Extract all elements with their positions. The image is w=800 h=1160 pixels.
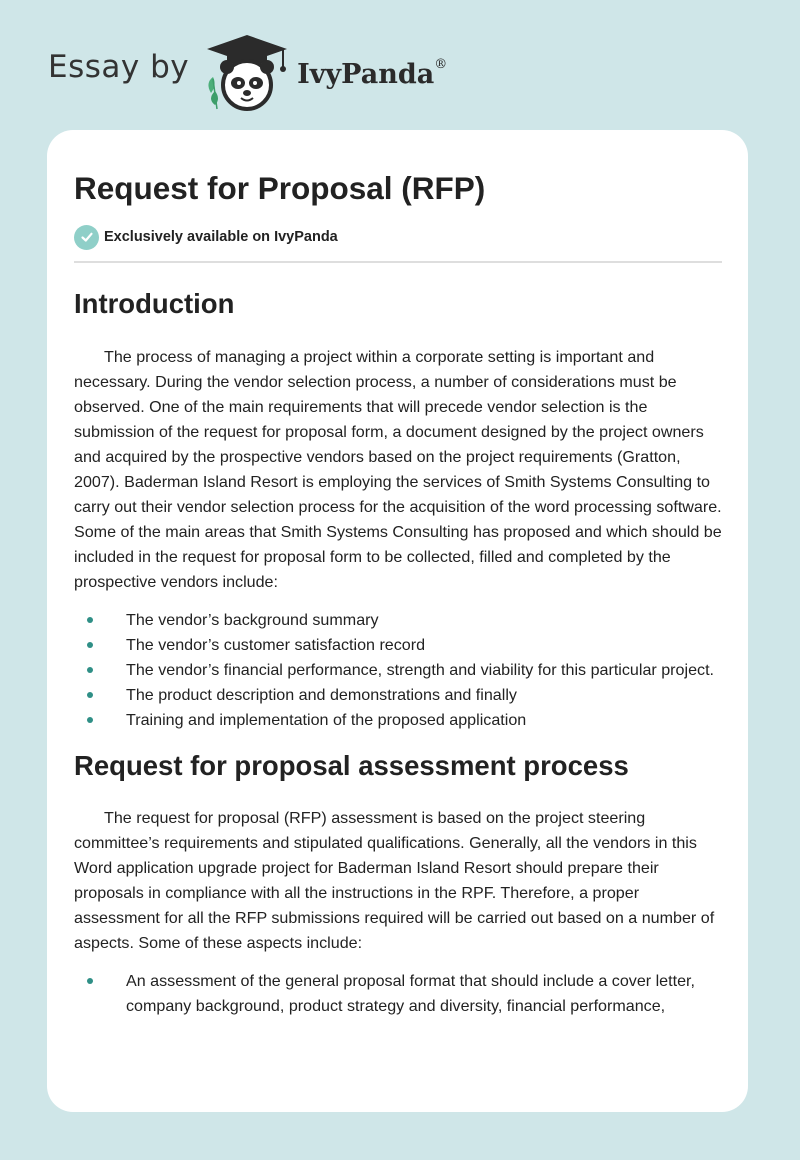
list-item: Training and implementation of the proposed application [74,708,722,733]
list-item: The vendor’s customer satisfaction record [74,633,722,658]
page-title: Request for Proposal (RFP) [74,170,486,206]
section-heading: Request for proposal assessment process [74,750,629,781]
exclusive-badge-label: Exclusively available on IvyPanda [104,229,338,245]
essay-card [47,130,748,1112]
section-paragraph: The process of managing a project within a corporate setting is important and necessary. During the vendor selection process, a number of considerations must be observed. One of the main requirements that will precede vendor selection is the submission of the request for proposal form, a document designed by the project owners and acquired by the prospective vendors based on the project requirements (Gratton, 2007). Baderman Island Resort is employing the services of Smith Systems Consulting to carry out their vendor selection process for the acquisition of the word processing software. Some of the main areas that Smith Systems Consulting has proposed and which should be included in the request for proposal form to be collected, filled and completed by the prospective vendors include: [74,348,722,591]
bullet-list [74,608,722,733]
check-icon [74,225,99,250]
list-item: The vendor’s financial performance, strength and viability for this particular project. [74,658,722,683]
list-item: An assessment of the general proposal format that should include a cover letter, company background, product strategy and diversity, financial performance, [74,969,722,1019]
section-paragraph: The request for proposal (RFP) assessment is based on the project steering committee’s requirements and stipulated qualifications. Generally, all the vendors in this Word application upgrade project for Baderman Island Resort should prepare their proposals in compliance with all the instructions in the RPF. Therefore, a proper assessment for all the RFP submissions required will be carried out based on a number of aspects. Some of these aspects include: [74,809,715,952]
section-heading: Introduction [74,288,235,319]
panda-logo-icon [203,33,291,113]
essay-by-label: Essay by [48,49,190,85]
list-item: The product description and demonstrations and finally [74,683,722,708]
title-divider [74,261,722,263]
bullet-list [74,969,722,1019]
exclusive-badge [74,224,722,250]
ivypanda-logo[interactable] [203,33,447,113]
brand-name: IvyPanda® [297,56,448,90]
list-item: The vendor’s background summary [74,608,722,633]
site-header [48,28,748,118]
